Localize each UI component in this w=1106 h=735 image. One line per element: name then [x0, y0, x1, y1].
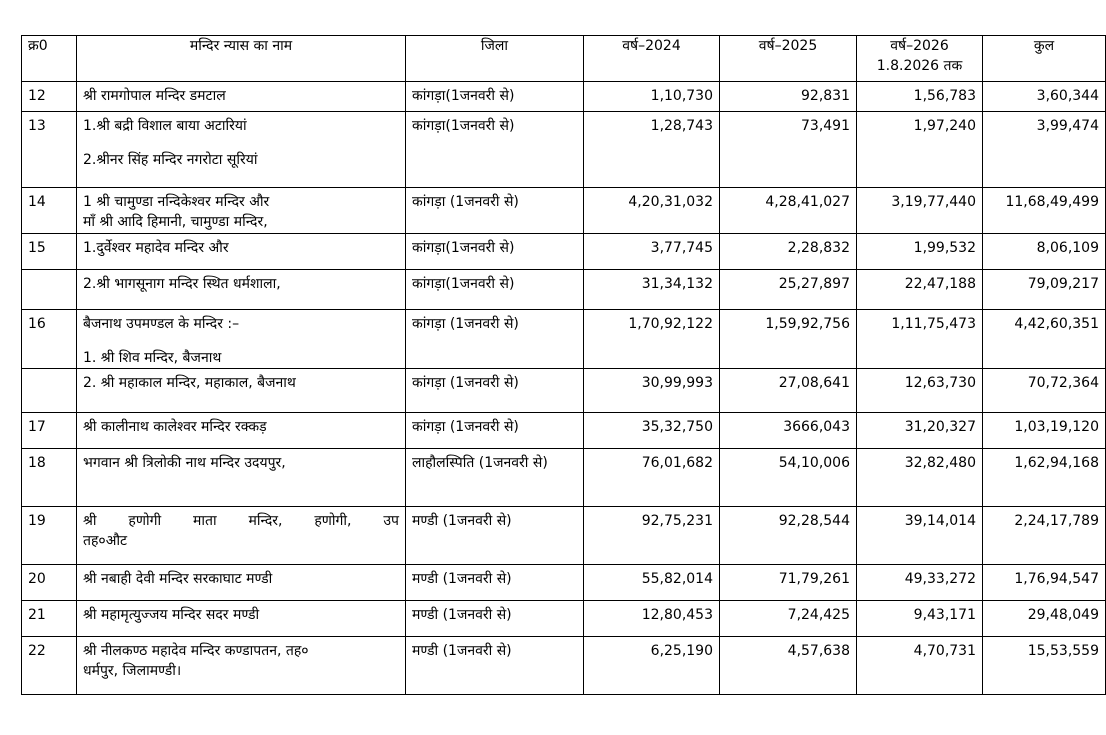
cell-temple-name — [77, 637, 406, 695]
cell-serial: 22 — [22, 637, 77, 695]
cell-total: 2,24,17,789 — [983, 507, 1106, 565]
temple-name-line: श्री नीलकण्ठ महादेव मन्दिर कण्डापतन, तह० — [83, 643, 309, 659]
cell-year-2024: 3,77,745 — [584, 234, 720, 270]
cell-district: मण्डी (1जनवरी से) — [406, 565, 584, 601]
cell-total: 1,03,19,120 — [983, 413, 1106, 449]
temple-name-line: श्री रामगोपाल मन्दिर डमटाल — [83, 88, 226, 104]
cell-year-2024: 1,28,743 — [584, 112, 720, 188]
cell-year-2024: 92,75,231 — [584, 507, 720, 565]
cell-total: 3,60,344 — [983, 82, 1106, 112]
cell-total: 29,48,049 — [983, 601, 1106, 637]
temple-name-line: 2.श्रीनर सिंह मन्दिर नगरोटा सूरियां — [83, 152, 258, 168]
temple-name-line: 2.श्री भागसूनाग मन्दिर स्थित धर्मशाला, — [83, 276, 281, 292]
cell-district: कांगड़ा (1जनवरी से) — [406, 413, 584, 449]
temple-name-line: 1.दुर्वेश्वर महादेव मन्दिर और — [83, 240, 229, 256]
cell-serial: 15 — [22, 234, 77, 270]
cell-serial: 21 — [22, 601, 77, 637]
cell-year-2026: 22,47,188 — [857, 270, 983, 310]
cell-total: 15,53,559 — [983, 637, 1106, 695]
cell-year-2026: 39,14,014 — [857, 507, 983, 565]
cell-temple-name — [77, 234, 406, 270]
cell-district: मण्डी (1जनवरी से) — [406, 637, 584, 695]
cell-year-2025: 92,28,544 — [720, 507, 857, 565]
cell-serial: 19 — [22, 507, 77, 565]
table-row — [22, 637, 1106, 695]
temple-name-line: 1.श्री बद्री विशाल बाया अटारियां — [83, 118, 247, 134]
cell-year-2025: 25,27,897 — [720, 270, 857, 310]
cell-district: मण्डी (1जनवरी से) — [406, 507, 584, 565]
cell-year-2026: 4,70,731 — [857, 637, 983, 695]
cell-total: 3,99,474 — [983, 112, 1106, 188]
cell-year-2026: 31,20,327 — [857, 413, 983, 449]
cell-year-2025: 4,57,638 — [720, 637, 857, 695]
cell-year-2025: 7,24,425 — [720, 601, 857, 637]
cell-district: कांगड़ा (1जनवरी से) — [406, 369, 584, 413]
table-row — [22, 449, 1106, 507]
cell-district: कांगड़ा(1जनवरी से) — [406, 234, 584, 270]
cell-temple-name — [77, 188, 406, 234]
cell-year-2024: 12,80,453 — [584, 601, 720, 637]
cell-year-2026: 1,97,240 — [857, 112, 983, 188]
table-row — [22, 413, 1106, 449]
temple-name-line: बैजनाथ उपमण्डल के मन्दिर :– — [83, 316, 240, 332]
cell-district: कांगड़ा(1जनवरी से) — [406, 112, 584, 188]
temple-name-line: धर्मपुर, जिलामण्डी। — [83, 663, 182, 679]
cell-district: लाहौलस्पिति (1जनवरी से) — [406, 449, 584, 507]
cell-year-2026: 32,82,480 — [857, 449, 983, 507]
header-total: कुल — [983, 36, 1106, 82]
cell-district: मण्डी (1जनवरी से) — [406, 601, 584, 637]
cell-total: 1,76,94,547 — [983, 565, 1106, 601]
table-row — [22, 270, 1106, 310]
cell-serial: 12 — [22, 82, 77, 112]
temple-name-line: 1 श्री चामुण्डा नन्दिकेश्वर मन्दिर और — [83, 194, 270, 210]
table-row — [22, 369, 1106, 413]
cell-year-2024: 35,32,750 — [584, 413, 720, 449]
cell-year-2024: 6,25,190 — [584, 637, 720, 695]
cell-year-2025: 27,08,641 — [720, 369, 857, 413]
cell-year-2026: 3,19,77,440 — [857, 188, 983, 234]
cell-year-2024: 4,20,31,032 — [584, 188, 720, 234]
cell-serial — [22, 270, 77, 310]
header-temple-name: मन्दिर न्यास का नाम — [77, 36, 406, 82]
cell-serial: 18 — [22, 449, 77, 507]
cell-temple-name — [77, 310, 406, 369]
cell-district: कांगड़ा(1जनवरी से) — [406, 270, 584, 310]
cell-year-2024: 76,01,682 — [584, 449, 720, 507]
temple-name-line: श्री कालीनाथ कालेश्वर मन्दिर रक्कड़ — [83, 419, 267, 435]
header-district: जिला — [406, 36, 584, 82]
cell-year-2026: 9,43,171 — [857, 601, 983, 637]
cell-total: 4,42,60,351 — [983, 310, 1106, 369]
cell-year-2024: 1,70,92,122 — [584, 310, 720, 369]
temple-trust-income-table — [21, 35, 1106, 695]
header-row — [22, 36, 1106, 82]
cell-temple-name — [77, 601, 406, 637]
temple-name-line: श्री हणोगी माता मन्दिर, हणोगी, उप — [83, 513, 399, 529]
cell-district: कांगड़ा (1जनवरी से) — [406, 188, 584, 234]
temple-name-line: श्री नबाही देवी मन्दिर सरकाघाट मण्डी — [83, 571, 273, 587]
cell-year-2026: 12,63,730 — [857, 369, 983, 413]
cell-temple-name — [77, 565, 406, 601]
temple-name-line: श्री महामृत्युज्जय मन्दिर सदर मण्डी — [83, 607, 260, 623]
cell-district: कांगड़ा(1जनवरी से) — [406, 82, 584, 112]
cell-year-2024: 55,82,014 — [584, 565, 720, 601]
table-row — [22, 82, 1106, 112]
cell-total: 8,06,109 — [983, 234, 1106, 270]
cell-temple-name — [77, 413, 406, 449]
table-row — [22, 601, 1106, 637]
temple-name-line: माँ श्री आदि हिमानी, चामुण्डा मन्दिर, — [83, 214, 268, 230]
cell-temple-name — [77, 112, 406, 188]
header-year-2026-date: 1.8.2026 तक — [876, 58, 963, 74]
header-serial: क्र0 — [22, 36, 77, 82]
table-body — [22, 82, 1106, 695]
table-row — [22, 112, 1106, 188]
cell-year-2025: 4,28,41,027 — [720, 188, 857, 234]
cell-total: 79,09,217 — [983, 270, 1106, 310]
cell-serial — [22, 369, 77, 413]
temple-name-line: तह०औट — [83, 533, 128, 549]
cell-year-2025: 54,10,006 — [720, 449, 857, 507]
cell-temple-name — [77, 82, 406, 112]
cell-total: 70,72,364 — [983, 369, 1106, 413]
cell-year-2026: 1,56,783 — [857, 82, 983, 112]
cell-year-2024: 1,10,730 — [584, 82, 720, 112]
cell-serial: 17 — [22, 413, 77, 449]
table-row — [22, 507, 1106, 565]
cell-temple-name — [77, 507, 406, 565]
cell-serial: 13 — [22, 112, 77, 188]
cell-total: 1,62,94,168 — [983, 449, 1106, 507]
cell-total: 11,68,49,499 — [983, 188, 1106, 234]
header-year-2026-label: वर्ष–2026 — [890, 38, 949, 54]
cell-temple-name — [77, 369, 406, 413]
cell-year-2024: 31,34,132 — [584, 270, 720, 310]
temple-name-line: 1. श्री शिव मन्दिर, बैजनाथ — [83, 350, 222, 366]
cell-year-2024: 30,99,993 — [584, 369, 720, 413]
table-row — [22, 234, 1106, 270]
table-row — [22, 188, 1106, 234]
cell-year-2025: 2,28,832 — [720, 234, 857, 270]
table-row — [22, 565, 1106, 601]
cell-temple-name — [77, 270, 406, 310]
temple-name-line: 2. श्री महाकाल मन्दिर, महाकाल, बैजनाथ — [83, 375, 296, 391]
cell-year-2025: 71,79,261 — [720, 565, 857, 601]
cell-year-2025: 73,491 — [720, 112, 857, 188]
cell-year-2025: 3666,043 — [720, 413, 857, 449]
cell-serial: 14 — [22, 188, 77, 234]
cell-year-2026: 1,99,532 — [857, 234, 983, 270]
header-year-2024: वर्ष–2024 — [584, 36, 720, 82]
table-row — [22, 310, 1106, 369]
cell-year-2026: 1,11,75,473 — [857, 310, 983, 369]
cell-year-2025: 1,59,92,756 — [720, 310, 857, 369]
cell-temple-name — [77, 449, 406, 507]
temple-name-line: भगवान श्री त्रिलोकी नाथ मन्दिर उदयपुर, — [83, 455, 286, 471]
cell-serial: 20 — [22, 565, 77, 601]
header-year-2026 — [857, 36, 983, 82]
cell-year-2026: 49,33,272 — [857, 565, 983, 601]
cell-district: कांगड़ा (1जनवरी से) — [406, 310, 584, 369]
cell-serial: 16 — [22, 310, 77, 369]
header-year-2025: वर्ष–2025 — [720, 36, 857, 82]
cell-year-2025: 92,831 — [720, 82, 857, 112]
